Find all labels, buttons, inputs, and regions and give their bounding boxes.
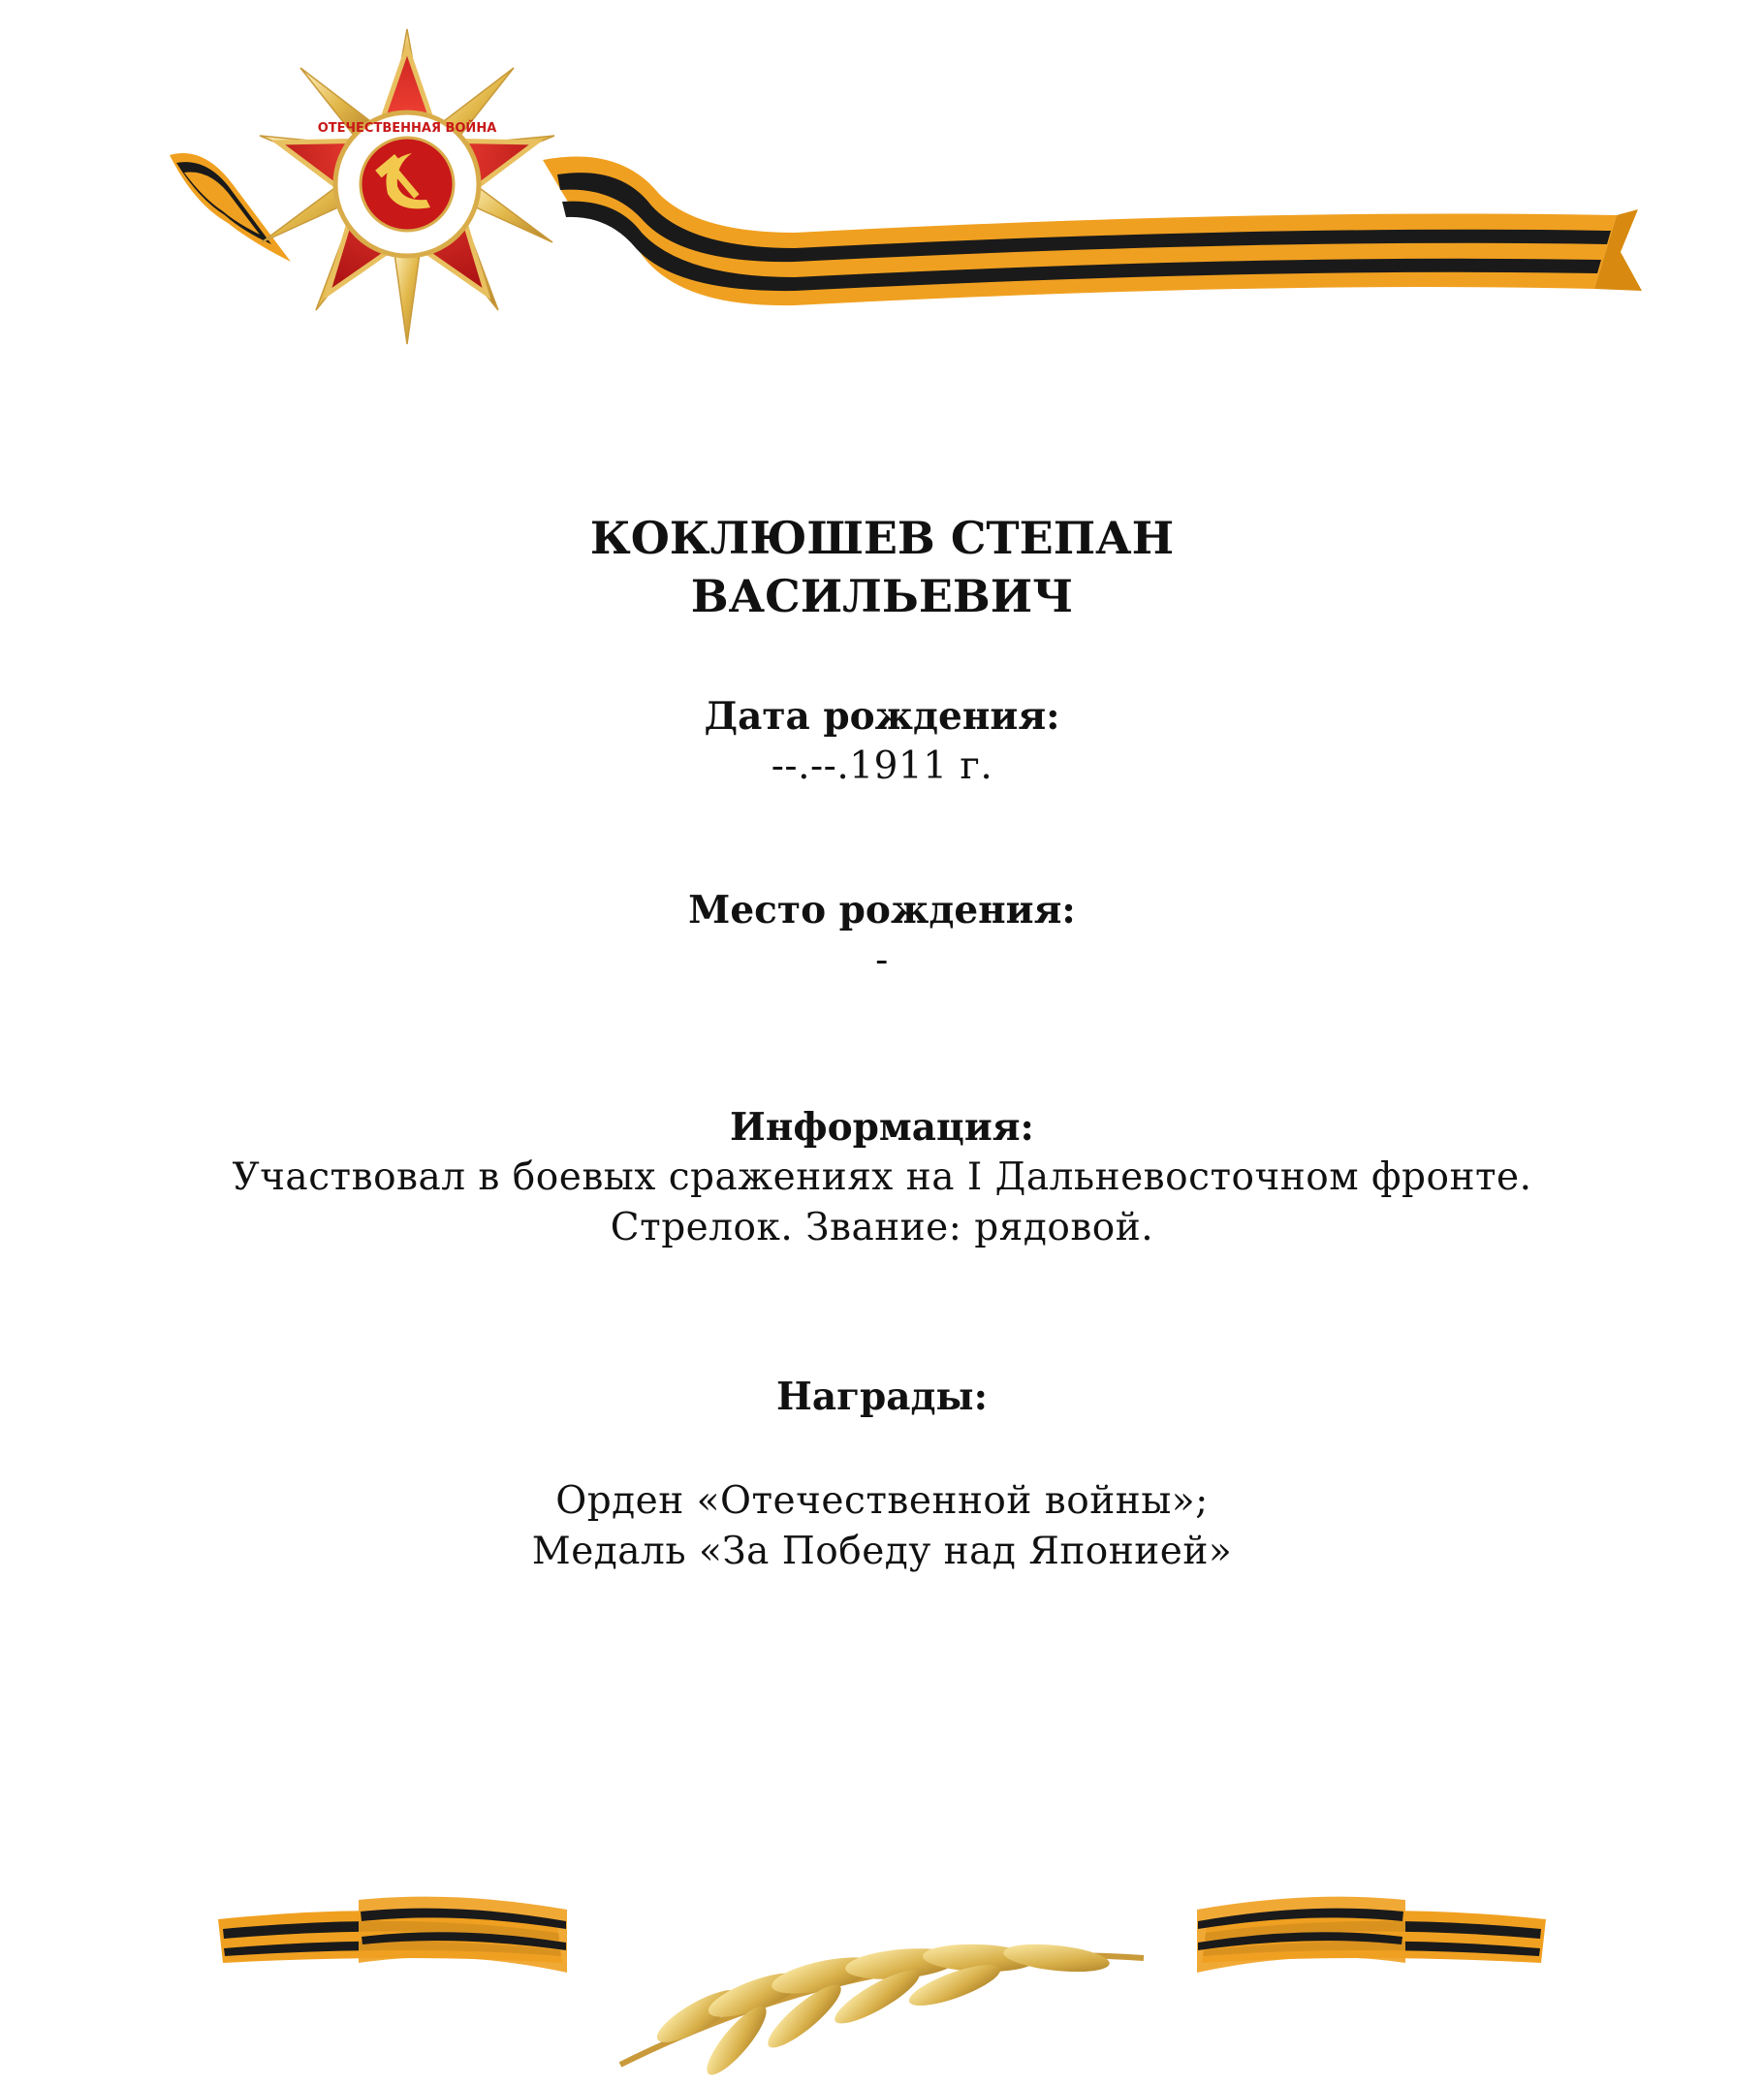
name-line-2: ВАСИЛЬЕВИЧ xyxy=(690,570,1074,622)
birth-date-section xyxy=(145,691,1619,792)
awards-list xyxy=(145,1476,1619,1577)
laurel-branch-icon xyxy=(620,1940,1144,2082)
birth-place-value: - xyxy=(875,938,889,982)
awards-section xyxy=(145,1372,1619,1577)
award-item: Медаль «За Победу над Японией» xyxy=(531,1530,1233,1573)
name-line-1: КОКЛЮШЕВ СТЕПАН xyxy=(589,512,1175,564)
info-label: Информация: xyxy=(730,1105,1034,1150)
birth-date-label: Дата рождения: xyxy=(704,694,1060,739)
left-ribbon-icon xyxy=(218,1897,567,1973)
birth-place-label: Место рождения: xyxy=(688,888,1076,932)
veteran-card xyxy=(145,509,1619,1577)
awards-label: Награды: xyxy=(775,1375,989,1419)
right-ribbon-icon xyxy=(1197,1897,1546,1973)
birth-place-section xyxy=(145,885,1619,986)
award-item: Орден «Отечественной войны»; xyxy=(555,1479,1209,1523)
info-line-2: Стрелок. Звание: рядовой. xyxy=(610,1206,1154,1249)
footer-ornament xyxy=(0,1871,1764,2086)
svg-text:ОТЕЧЕСТВЕННАЯ ВОЙНА: ОТЕЧЕСТВЕННАЯ ВОЙНА xyxy=(317,121,497,136)
person-name xyxy=(145,509,1619,625)
header-emblem-banner xyxy=(0,0,1764,388)
info-line-1: Участвовал в боевых сражениях на I Дальневосточном фронте. xyxy=(232,1155,1532,1199)
info-section xyxy=(145,1102,1619,1253)
birth-date-value: --.--.1911 г. xyxy=(771,744,993,788)
order-patriotic-war-icon xyxy=(260,29,554,344)
